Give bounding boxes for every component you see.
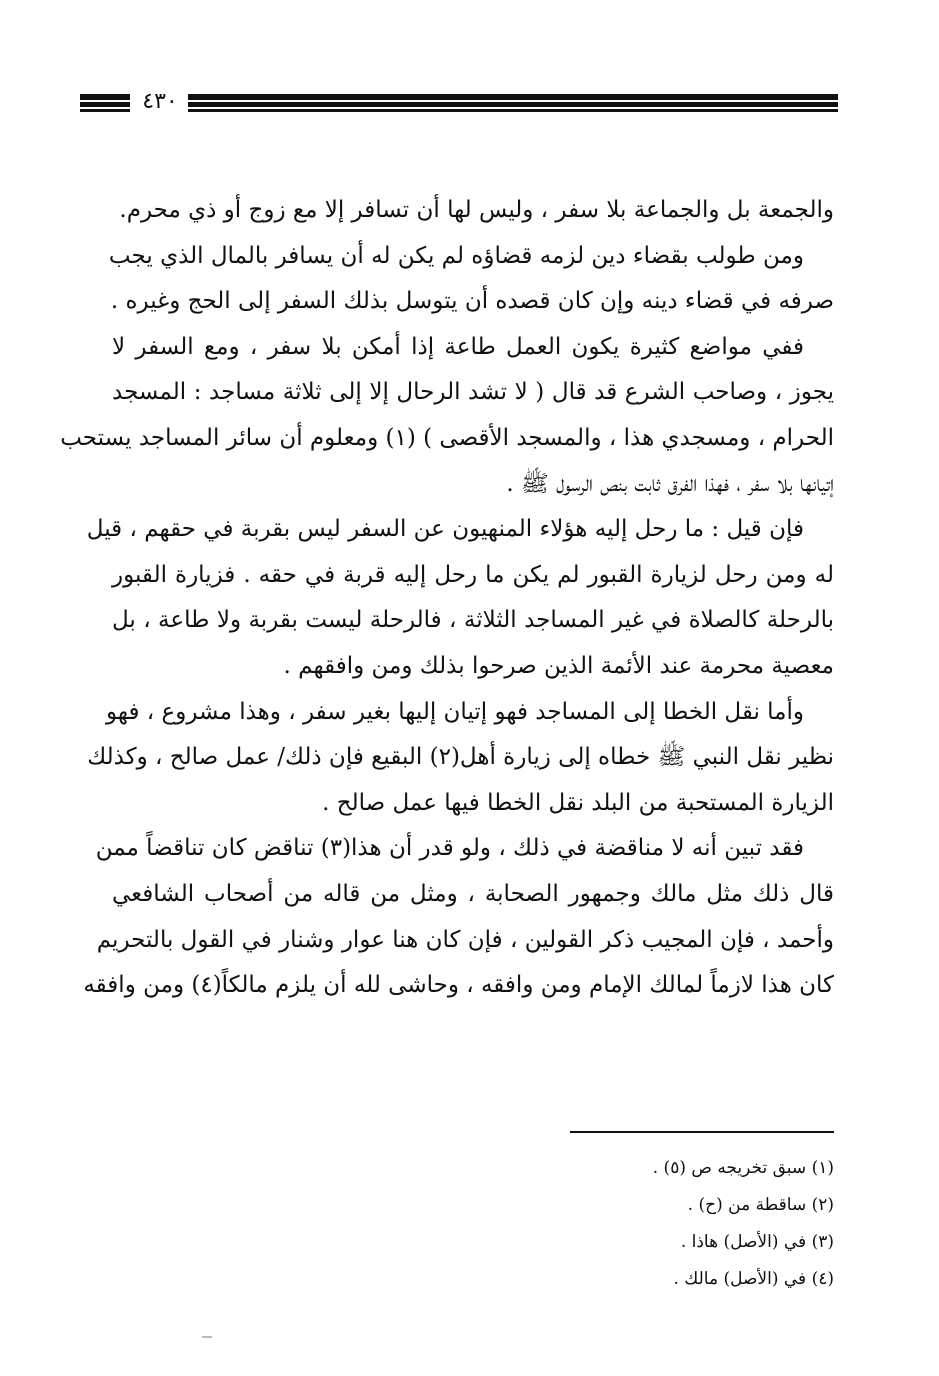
text-line: معصية محرمة عند الأئمة الذين صرحوا بذلك ومن وافقهم . [283,652,834,679]
footnote: (٣) في (الأصل) هاذا . [680,1232,834,1252]
text-line: يجوز ، وصاحب الشرع قد قال ( لا تشد الرحال إلا إلى ثلاثة مساجد : المسجد [112,379,834,406]
header-rule-right [188,94,838,114]
text-line: بالرحلة كالصلاة في غير المساجد الثلاثة ، فالرحلة ليست بقربة ولا طاعة ، بل [112,607,834,634]
page-header [80,89,838,118]
text-line: الزيارة المستحبة من البلد نقل الخطا فيها عمل صالح . [322,789,834,816]
body-text [60,188,834,1009]
footnote: (٢) ساقطة من (ح) . [687,1195,834,1215]
text-line: ومن طولب بقضاء دين لزمه قضاؤه لم يكن له أن يسافر بالمال الذي يجب [108,242,804,269]
header-rule-left [80,94,130,114]
footnote: (١) سبق تخريجه ص (٥) . [652,1158,834,1178]
text-line: وأحمد ، فإن المجيب ذكر القولين ، فإن كان هنا عوار وشنار في القول بالتحريم [96,926,834,953]
text-line: الحرام ، ومسجدي هذا ، والمسجد الأقصى ) (١) ومعلوم أن سائر المساجد يستحب [60,424,834,451]
text-line: صرفه في قضاء دينه وإن كان قصده أن يتوسل بذلك السفر إلى الحج وغيره . [110,288,834,315]
scan-speck [202,1336,212,1338]
text-line: له ومن رحل لزيارة القبور لم يكن ما رحل إليه قربة في حقه . فزيارة القبور [112,561,834,588]
footnote-divider [570,1131,834,1133]
text-line: كان هذا لازماً لمالك الإمام ومن وافقه ، وحاشى لله أن يلزم مالكاً(٤) ومن وافقه [83,972,834,999]
text-line: نظير نقل النبي ﷺ خطاه إلى زيارة أهل(٢) البقيع فإن ذلك/ عمل صالح ، وكذلك [87,744,834,771]
text-line: ففي مواضع كثيرة يكون العمل طاعة إذا أمكن بلا سفر ، ومع السفر لا [112,333,805,360]
text-line: وأما نقل الخطا إلى المساجد فهو إتيان إليها بغير سفر ، وهذا مشروع ، فهو [106,698,804,725]
text-line: فإن قيل : ما رحل إليه هؤلاء المنهيون عن السفر ليس بقربة في حقهم ، قيل [86,516,804,543]
text-line: والجمعة بل والجماعة بلا سفر ، وليس لها أن تسافر إلا مع زوج أو ذي محرم. [119,197,834,223]
footnotes [520,1150,834,1298]
footnote: (٤) في (الأصل) مالك . [673,1269,834,1289]
page-number: ٤٣٠ [142,89,178,114]
text-line: فقد تبين أنه لا مناقضة في ذلك ، ولو قدر أن هذا(٣) تناقض كان تناقضاً ممن [95,835,804,862]
text-line: قال ذلك مثل مالك وجمهور الصحابة ، ومثل من قاله من أصحاب الشافعي [112,880,834,907]
text-line: إتيانها بلا سفر ، فهذا الفرق ثابت بنص الرسول ﷺ . [506,470,834,497]
